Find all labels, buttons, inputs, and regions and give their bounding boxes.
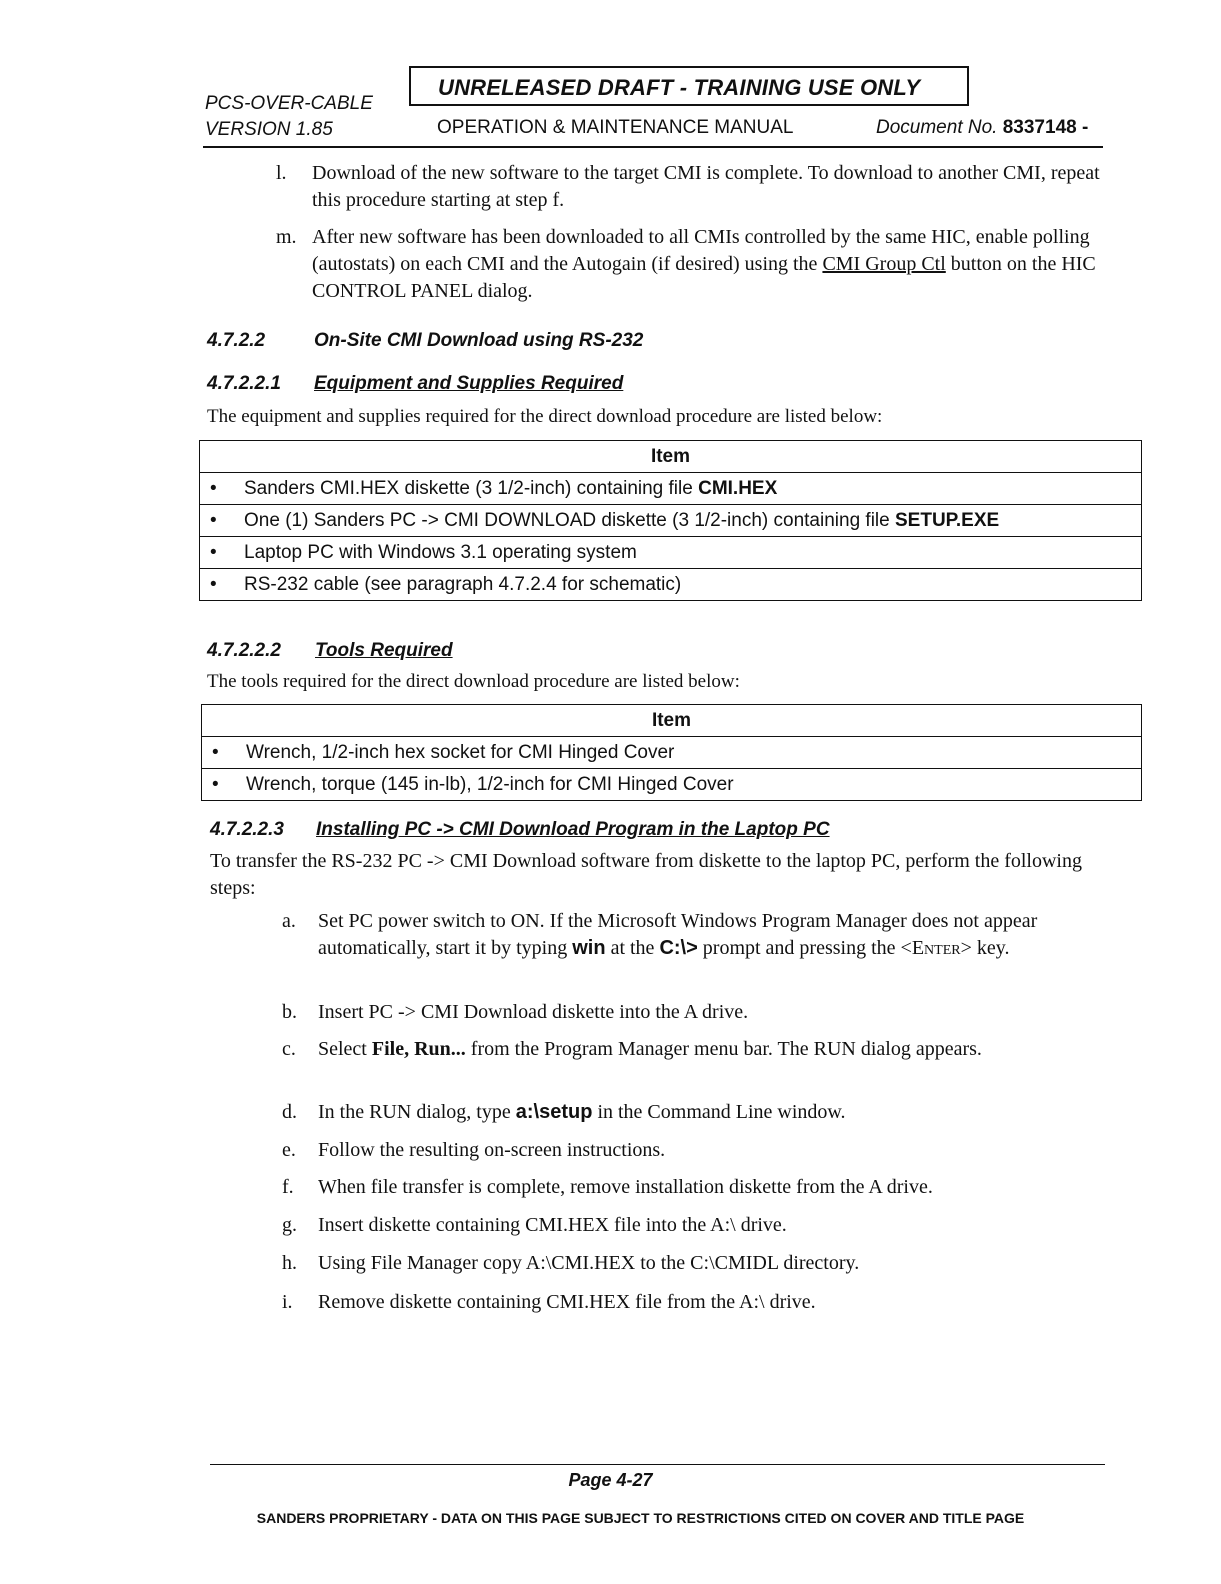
table-row: • RS-232 cable (see paragraph 4.7.2.4 for schematic) bbox=[200, 569, 1142, 601]
tools-table bbox=[201, 704, 1142, 801]
section-intro: The equipment and supplies required for the direct download procedure are listed below: bbox=[207, 406, 883, 427]
step-text: After new software has been downloaded to all CMIs controlled by the same HIC, enable polling (autostats) on each CMI and the Autogain (if desired) using the CMI Group Ctl button on the HIC CONTROL PANEL dialog. bbox=[312, 226, 1096, 302]
header-rule bbox=[203, 146, 1103, 148]
manual-title: OPERATION & MAINTENANCE MANUAL bbox=[437, 117, 794, 138]
section-title: On-Site CMI Download using RS-232 bbox=[314, 330, 644, 351]
table-row: • Wrench, 1/2-inch hex socket for CMI Hinged Cover bbox=[202, 737, 1142, 769]
doc-label: Document No. bbox=[876, 117, 998, 138]
section-title: Installing PC -> CMI Download Program in the Laptop PC bbox=[316, 819, 830, 840]
page-number: Page 4-27 bbox=[568, 1470, 653, 1490]
section-number: 4.7.2.2.3 bbox=[210, 819, 284, 840]
table-row: • Laptop PC with Windows 3.1 operating system bbox=[200, 537, 1142, 569]
table-row: • Sanders CMI.HEX diskette (3 1/2-inch) containing file CMI.HEX bbox=[200, 473, 1142, 505]
proprietary-notice: SANDERS PROPRIETARY - DATA ON THIS PAGE SUBJECT TO RESTRICTIONS CITED ON COVER AND TITLE PAGE bbox=[256, 1510, 1025, 1526]
section-title: Tools Required bbox=[315, 640, 453, 661]
draft-banner: UNRELEASED DRAFT - TRAINING USE ONLY bbox=[438, 75, 921, 100]
footer-rule bbox=[210, 1464, 1105, 1465]
table-row: • Wrench, torque (145 in-lb), 1/2-inch for CMI Hinged Cover bbox=[202, 769, 1142, 801]
section-number: 4.7.2.2.1 bbox=[207, 373, 281, 394]
table-header: Item bbox=[200, 441, 1142, 473]
doc-number: 8337148 - bbox=[1002, 117, 1089, 138]
equipment-table bbox=[199, 440, 1142, 601]
step-label: m. bbox=[276, 226, 297, 248]
section-number: 4.7.2.2.2 bbox=[207, 640, 281, 661]
table-row: • One (1) Sanders PC -> CMI DOWNLOAD diskette (3 1/2-inch) containing file SETUP.EXE bbox=[200, 505, 1142, 537]
section-number: 4.7.2.2 bbox=[207, 330, 266, 351]
cmi-group-ctl-button-ref: CMI Group Ctl bbox=[822, 253, 946, 275]
section-intro: The tools required for the direct download procedure are listed below: bbox=[207, 671, 740, 692]
document-number bbox=[876, 117, 1088, 139]
table-header: Item bbox=[202, 705, 1142, 737]
section-intro: To transfer the RS-232 PC -> CMI Download software from diskette to the laptop PC, perform the following steps: bbox=[210, 850, 1082, 899]
step-label: l. bbox=[276, 162, 287, 184]
version-label: VERSION 1.85 bbox=[205, 119, 333, 140]
product-name: PCS-OVER-CABLE bbox=[205, 93, 373, 114]
section-title: Equipment and Supplies Required bbox=[314, 373, 624, 394]
step-text: Download of the new software to the target CMI is complete. To download to another CMI, repeat this procedure starting at step f. bbox=[312, 162, 1100, 211]
